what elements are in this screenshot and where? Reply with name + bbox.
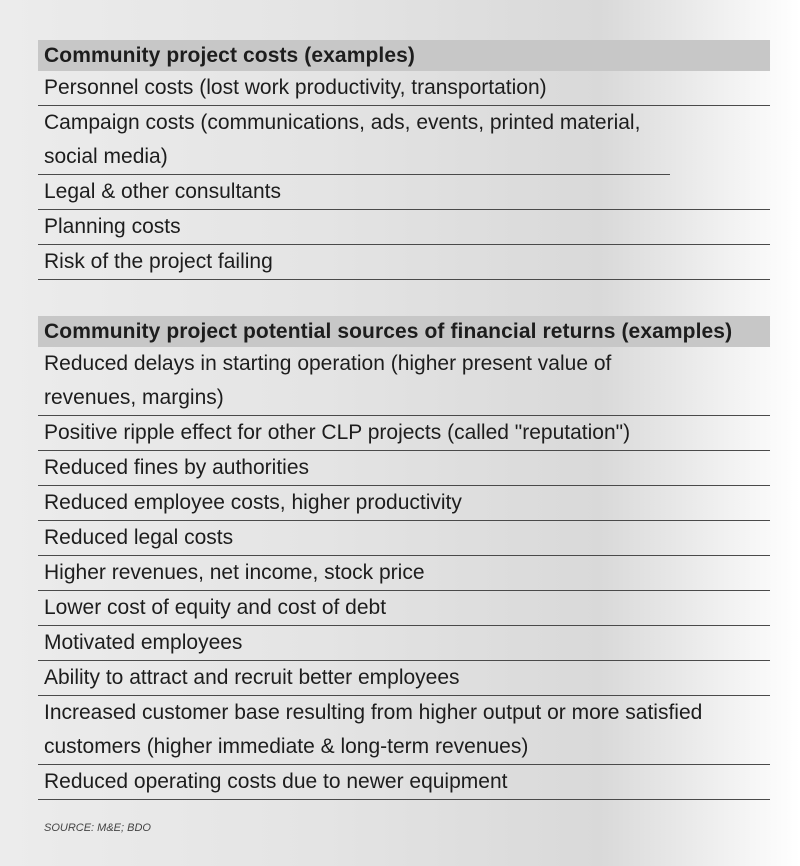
table-row: Risk of the project failing — [38, 245, 770, 280]
section-spacer — [38, 280, 770, 316]
table-row: Positive ripple effect for other CLP projects (called "reputation") — [38, 416, 770, 451]
table-row: Legal & other consultants — [38, 175, 770, 210]
table-row: Ability to attract and recruit better employees — [38, 661, 770, 696]
table-row: Reduced legal costs — [38, 521, 770, 556]
table-row: Lower cost of equity and cost of debt — [38, 591, 770, 626]
table-row: Personnel costs (lost work productivity, transportation) — [38, 71, 770, 106]
section-header-returns: Community project potential sources of financial returns (examples) — [38, 316, 770, 347]
section-header-costs: Community project costs (examples) — [38, 40, 770, 71]
table-row: Higher revenues, net income, stock price — [38, 556, 770, 591]
table-row: Reduced employee costs, higher productivity — [38, 486, 770, 521]
cost-returns-table — [38, 40, 770, 834]
table-row: Reduced fines by authorities — [38, 451, 770, 486]
table-row: Motivated employees — [38, 626, 770, 661]
table-row: Reduced delays in starting operation (higher present value of revenues, margins) — [38, 347, 770, 416]
table-row: Reduced operating costs due to newer equipment — [38, 765, 770, 800]
table-row: Campaign costs (communications, ads, events, printed material, social media) — [38, 106, 670, 175]
table-row: Planning costs — [38, 210, 770, 245]
source-note: SOURCE: M&E; BDO — [44, 822, 151, 834]
table-row: Increased customer base resulting from higher output or more satisfied customers (higher immediate & long-term revenues) — [38, 696, 770, 765]
